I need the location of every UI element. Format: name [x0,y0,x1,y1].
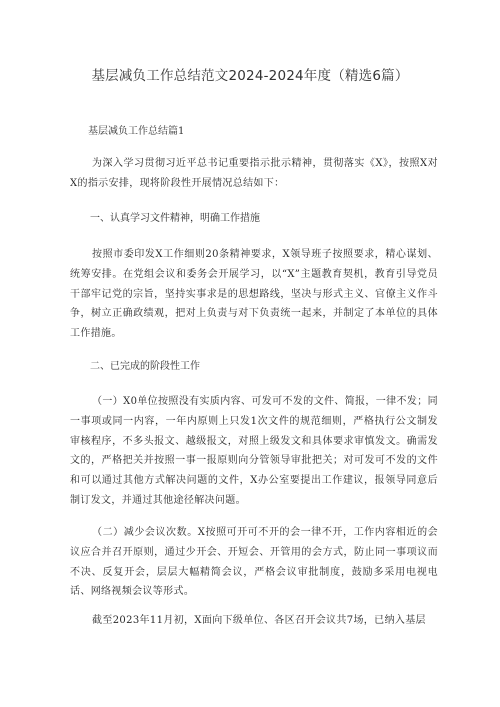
heading-1: 一、认真学习文件精神，明确工作措施 [90,213,260,224]
paragraph-2: （一）X0单位按照没有实质内容、可发可不发的文件、简报，一律不发；同一事项或同一内容，一年内原则上只发1次文件的规范细则，严格执行公文制发审核程序，不多头报文、越级报文，对照上级发文和具体要求审慎发文。确需发文的，严格把关并按照一事一报原则向分管领导审批把关；对可发可不发的文件和可以通过其他方式解决问题的文件，X办公室要提出工作建议，报领导同意后制订发文，并通过其他途径解决问题。 [70,396,438,506]
heading-2: 二、已完成的阶段性工作 [90,361,200,372]
paragraph-1: 按照市委印发X工作细则20条精神要求，X领导班子按照要求，精心谋划、统筹安排。在党组会议和委务会开展学习，以“X”主题教育契机，教育引导党员干部牢记党的宗旨，坚持实事求是的思想路线，坚决与形式主义、官僚主义作斗争，树立正确政绩观，把对上负责与对下负责统一起来，并制定了本单位的具体工作措施。 [70,249,438,340]
paragraph-3: （二）减少会议次数。X按照可开可不开的会一律不开，工作内容相近的会议应合并召开原则，通过少开会、开短会、开管用的会方式，防止同一事项议而不决、反复开会，层层大幅精简会议，严格会议审批制度，鼓励多采用电视电话、网络视频会议等形式。 [70,527,438,598]
section-title: 基层减负工作总结篇1 [88,126,185,137]
document-title: 基层减负工作总结范文2024-2024年度（精选6篇） [91,68,409,84]
intro-paragraph: 为深入学习贯彻习近平总书记重要指示批示精神，贯彻落实《X》，按照X对X的指示安排，现将阶段性开展情况总结如下： [70,158,438,189]
paragraph-4: 截至2023年11月初，X面向下级单位、各区召开会议共7场，已纳入基层 [92,615,426,626]
